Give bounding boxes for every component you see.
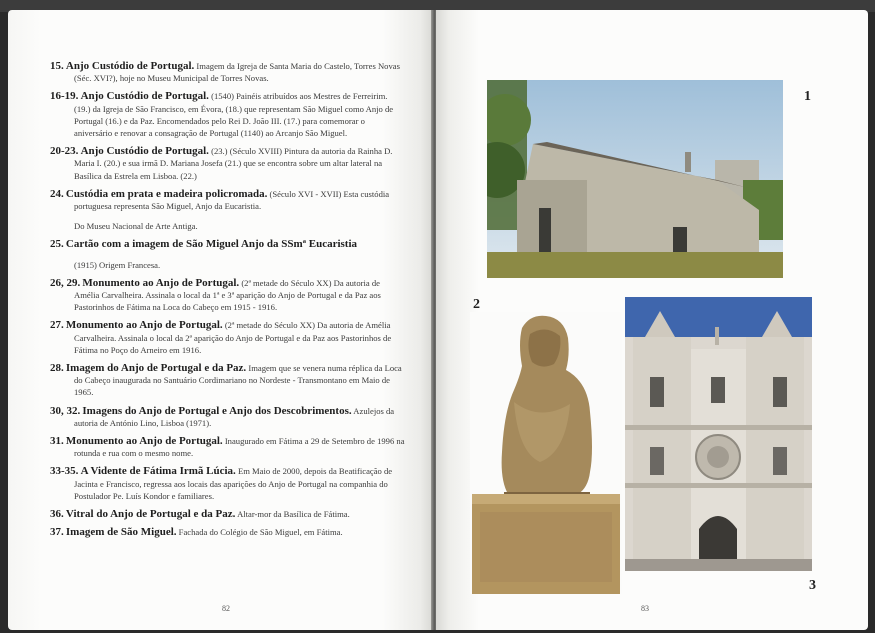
caption-number: 37. xyxy=(50,526,64,539)
caption-number: 25. xyxy=(50,238,64,251)
caption-entry xyxy=(50,362,405,399)
caption-entry xyxy=(50,188,405,233)
caption-entry xyxy=(50,277,405,314)
caption-entry xyxy=(50,465,405,502)
church-facade-illustration xyxy=(625,297,812,571)
caption-title: Anjo Custódio de Portugal. xyxy=(80,90,209,103)
figure-label-3: 3 xyxy=(809,578,816,593)
caption-description: Em Maio de 2000, depois da Beatificação de Jacinta e Francisco, regressa aos locais das aparições do Anjo de Portugal na companhia do Postulador Pe. Luís Kondor e familiares. xyxy=(74,466,393,501)
page-number-right: 83 xyxy=(641,604,649,613)
caption-note: (1915) Origem Francesa. xyxy=(74,259,161,270)
caption-title: Monumento ao Anjo de Portugal. xyxy=(65,435,223,448)
caption-entry xyxy=(50,405,405,429)
caption-number: 28. xyxy=(50,362,64,375)
caption-number: 15. xyxy=(50,60,64,72)
caption-number: 20-23. xyxy=(50,145,79,158)
caption-number: 30, 32. xyxy=(50,404,81,417)
photo-statue xyxy=(470,312,622,594)
caption-description: (1540) Painéis atribuídos aos Mestres de Ferreirim. (19.) da Igreja de São Francisco, em Évora, (18.) que representam São Miguel como Anjo de Portugal (16.) e da Paz. Encomendados pelo Rei D. João III. (17.) para comemorar o aniversário e renovar a consagração de Portugal (1140) ao Arcanjo São Miguel. xyxy=(74,91,394,139)
caption-entry xyxy=(50,319,405,356)
caption-description: Altar-mor da Basílica de Fátima. xyxy=(237,509,350,520)
caption-title: Monumento ao Anjo de Portugal. xyxy=(82,276,240,289)
caption-title: Imagens do Anjo de Portugal e Anjo dos Descobrimentos. xyxy=(82,404,352,417)
caption-number: 24. xyxy=(50,187,64,200)
figure-label-1: 1 xyxy=(804,89,811,104)
caption-entry xyxy=(50,238,405,270)
caption-title: Cartão com a imagem de São Miguel Anjo da SSmª Eucaristia xyxy=(65,238,358,251)
caption-number: 27. xyxy=(50,319,64,332)
caption-description: (2ª metade do Século XX) Da autoria de Amélia Carvalheira. Assinala o local da 2ª aparição do Anjo de Portugal e da Paz aos Pastorinhos de Fátima no Poço do Arneiro em 1916. xyxy=(74,320,392,355)
caption-title: Monumento ao Anjo de Portugal. xyxy=(65,319,223,332)
caption-title: Vitral do Anjo de Portugal e da Paz. xyxy=(65,508,236,521)
caption-number: 33-35. xyxy=(50,465,79,478)
photo-church-facade xyxy=(625,297,812,571)
caption-entry xyxy=(50,145,405,182)
caption-number: 26, 29. xyxy=(50,276,81,289)
caption-list xyxy=(50,60,405,545)
caption-note: Do Museu Nacional de Arte Antiga. xyxy=(74,221,198,232)
caption-title: Anjo Custódio de Portugal. xyxy=(80,145,209,158)
statue-illustration xyxy=(470,312,622,594)
caption-description: (2ª metade do Século XX) Da autoria de Amélia Carvalheira. Assinala o local da 1ª e 3ª aparição do Anjo de Portugal e da Paz aos Pastorinhos de Fátima na Loca do Cabeço em 1915 - 1916. xyxy=(74,277,381,313)
chapel-illustration xyxy=(487,80,783,278)
caption-title: Custódia em prata e madeira policromada. xyxy=(65,187,268,200)
page-number-left: 82 xyxy=(222,604,230,613)
caption-description: (23.) (Século XVIII) Pintura da autoria da Rainha D. Maria I. (20.) e sua irmã D. Mariana Josefa (21.) que se encontra sobre um altar lateral na Basílica da Estrela em Lisboa. (22.) xyxy=(74,146,393,181)
caption-description: (Século XVI - XVII) Esta custódia portuguesa representa São Miguel, Anjo da Eucaristia. xyxy=(74,188,390,212)
caption-title: Imagem do Anjo de Portugal e da Paz. xyxy=(65,362,247,375)
caption-number: 36. xyxy=(50,508,64,521)
caption-entry xyxy=(50,435,405,459)
caption-entry xyxy=(50,60,405,84)
caption-number: 31. xyxy=(50,435,64,448)
caption-description: Azulejos da autoria de António Lino, Lisboa (1971). xyxy=(74,405,395,428)
caption-title: A Vidente de Fátima Irmã Lúcia. xyxy=(80,465,236,478)
photo-chapel xyxy=(487,80,783,278)
caption-description: Imagem que se venera numa réplica da Loca do Cabeço inaugurada no Santuário Cordimariano no Nordeste - Transmontano em Maio de 1965. xyxy=(74,363,402,398)
caption-entry xyxy=(50,508,405,520)
caption-entry xyxy=(50,526,405,538)
figure-label-2: 2 xyxy=(473,297,480,312)
caption-number: 16-19. xyxy=(50,90,79,103)
caption-title: Imagem de São Miguel. xyxy=(65,526,177,539)
caption-title: Anjo Custódio de Portugal. xyxy=(65,60,195,72)
caption-description: Fachada do Colégio de São Miguel, em Fátima. xyxy=(178,527,343,538)
caption-description: Inaugurado em Fátima a 29 de Setembro de 1996 na rotunda e rua com o mesmo nome. xyxy=(74,436,405,459)
caption-description: Imagem da Igreja de Santa Maria do Castelo, Torres Novas (Séc. XVI?), hoje no Museu Municipal de Torres Novas. xyxy=(74,61,400,84)
caption-entry xyxy=(50,90,405,139)
